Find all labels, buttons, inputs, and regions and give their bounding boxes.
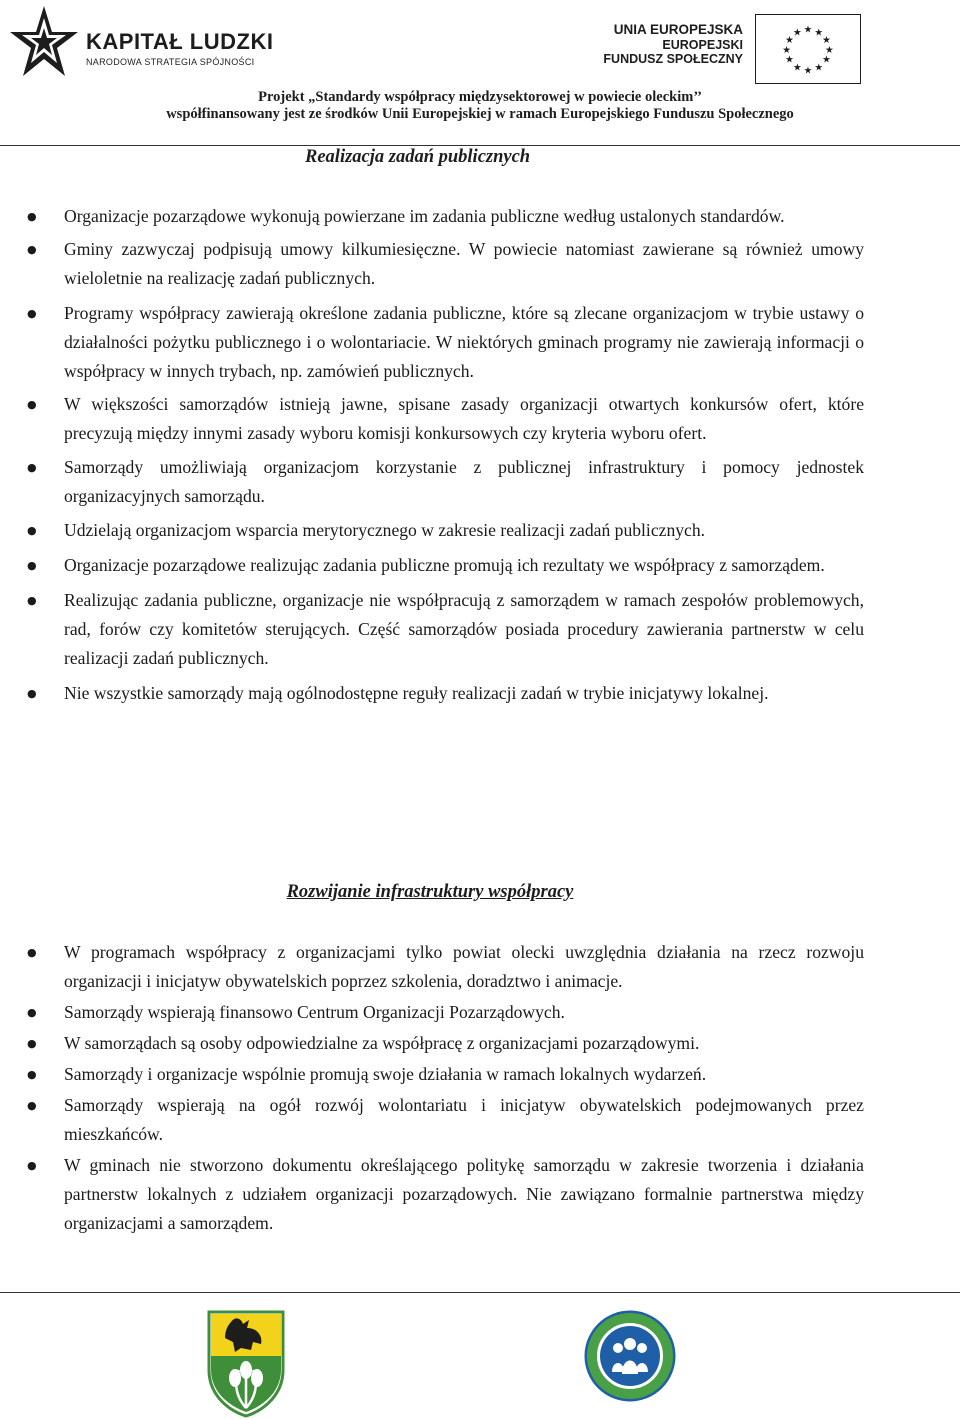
list-item: ● Programy współpracy zawierają określone zadania publiczne, które są zlecane organizacjom w trybie ustawy o działalności pożytku publicznego i o wolontariacie. W niektórych gminach programy nie zawierają informacji o współpracy w innych trybach, np. zamówień publicznych. <box>0 299 864 386</box>
eu-flag-icon <box>755 14 861 84</box>
svg-text:★: ★ <box>814 62 824 74</box>
list-item: ● Samorządy i organizacje wspólnie promują swoje działania w ramach lokalnych wydarzeń. <box>0 1060 864 1089</box>
section-title-infrastruktura <box>0 882 860 903</box>
kapital-ludzki-subtitle: NARODOWA STRATEGIA SPÓJNOŚCI <box>86 57 255 67</box>
list-item: ● W gminach nie stworzono dokumentu określającego politykę samorządu w zakresie tworzenia i działania partnerstw lokalnych z udziałem organizacji pozarządowych. Nie zawiązano formalnie partnerstwa między organizacjami a samorządem. <box>0 1151 864 1238</box>
svg-text:★: ★ <box>814 27 824 39</box>
eu-line-3: FUNDUSZ SPOŁECZNY <box>603 52 743 66</box>
list-item: ● W programach współpracy z organizacjami tylko powiat olecki uwzględnia działania na rzecz rozwoju organizacji i inicjatyw obywatelskich poprzez szkolenia, doradztwo i animacje. <box>0 938 864 996</box>
cofinance-note: współfinansowany jest ze środków Unii Europejskiej w ramach Europejskiego Funduszu Społecznego <box>166 106 794 122</box>
kapital-ludzki-title: KAPITAŁ LUDZKI <box>86 29 274 54</box>
project-info <box>0 89 960 123</box>
list-realizacja <box>0 202 960 708</box>
footer-divider <box>0 1292 960 1293</box>
list-item: ● Gminy zazwyczaj podpisują umowy kilkumiesięczne. W powiecie natomiast zawierane są również umowy wieloletnie na realizację zadań publicznych. <box>0 235 864 293</box>
list-infrastruktura <box>0 938 960 1238</box>
header-divider <box>0 145 960 146</box>
svg-text:★: ★ <box>822 54 831 66</box>
svg-text:★: ★ <box>792 62 802 74</box>
list-item: ● Organizacje pozarządowe realizując zadania publiczne promują ich rezultaty we współpracy z samorządem. <box>0 551 864 580</box>
list-item: ● Udzielają organizacjom wsparcia merytorycznego w zakresie realizacji zadań publicznych. <box>0 516 864 545</box>
svg-text:★: ★ <box>822 35 831 47</box>
list-item: ● Realizując zadania publiczne, organizacje nie współpracują z samorządem w ramach zespołów problemowych, rad, forów czy komitetów sterujących. Część samorządów posiada procedury zawierania partnerstw w celu realizacji zadań publicznych. <box>0 586 864 673</box>
svg-text:★: ★ <box>803 24 813 36</box>
svg-text:★: ★ <box>785 54 794 66</box>
organization-badge-icon <box>584 1310 676 1402</box>
eu-logo <box>586 14 861 84</box>
svg-text:★: ★ <box>782 44 791 56</box>
svg-text:★: ★ <box>792 27 802 39</box>
eu-line-1: UNIA EUROPEJSKA <box>613 22 743 37</box>
list-item: ● Nie wszystkie samorządy mają ogólnodostępne reguły realizacji zadań w trybie inicjatywy lokalnej. <box>0 679 864 708</box>
kapital-ludzki-logo <box>8 4 278 82</box>
powiat-crest-icon <box>205 1308 287 1419</box>
list-item: ● W większości samorządów istnieją jawne, spisane zasady organizacji otwartych konkursów ofert, które precyzują między innymi zasady wyboru komisji konkursowych czy kryteria wyboru ofert. <box>0 390 864 448</box>
kapital-ludzki-star-icon <box>8 4 80 82</box>
page-header <box>0 0 960 150</box>
list-item: ● W samorządach są osoby odpowiedzialne za współpracę z organizacjami pozarządowymi. <box>0 1029 864 1058</box>
section-title-text: Rozwijanie infrastruktury współpracy <box>286 882 574 902</box>
svg-text:★: ★ <box>825 44 834 56</box>
eu-line-2: EUROPEJSKI <box>662 38 743 52</box>
list-item: ● Samorządy umożliwiają organizacjom korzystanie z publicznej infrastruktury i pomocy jednostek organizacyjnych samorządu. <box>0 453 864 511</box>
list-item: ● Samorządy wspierają finansowo Centrum Organizacji Pozarządowych. <box>0 998 864 1027</box>
svg-text:★: ★ <box>803 65 813 77</box>
list-item: ● Organizacje pozarządowe wykonują powierzane im zadania publiczne według ustalonych standardów. <box>0 202 864 231</box>
list-item: ● Samorządy wspierają na ogół rozwój wolontariatu i inicjatyw obywatelskich podejmowanych przez mieszkańców. <box>0 1091 864 1149</box>
section-title-realizacja: Realizacja zadań publicznych <box>305 147 531 167</box>
svg-text:★: ★ <box>785 35 794 47</box>
project-title: Projekt „Standardy współpracy międzysektorowej w powiecie oleckim’’ <box>258 89 702 105</box>
